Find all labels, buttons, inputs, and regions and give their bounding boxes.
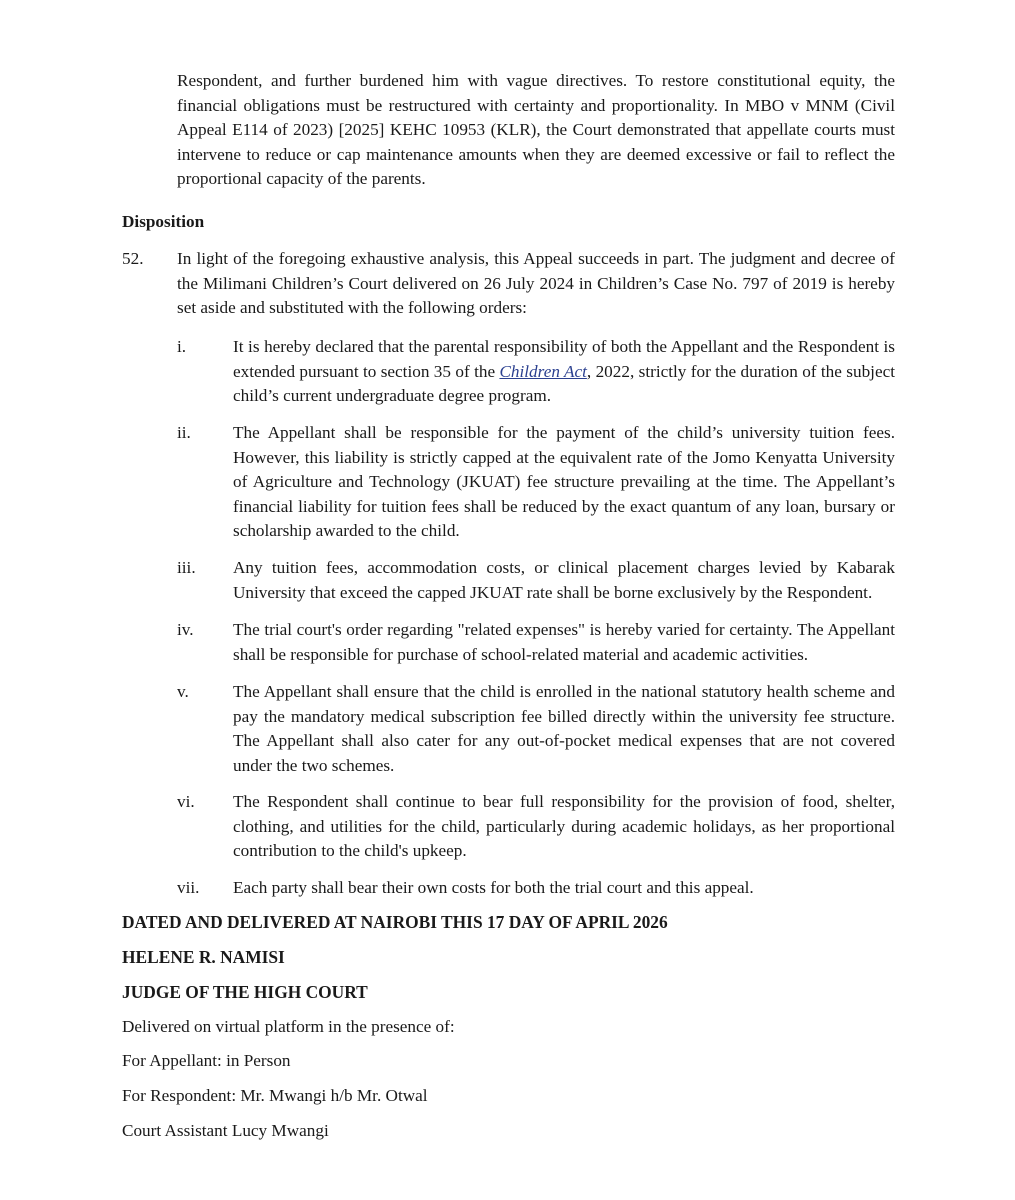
- order-numeral: iii.: [177, 558, 196, 577]
- order-numeral: vi.: [177, 792, 195, 811]
- order-text-after-link: , 2022, strictly for the duration of the subject child’s current undergraduate degree program.: [233, 361, 895, 406]
- delivery-note: Delivered on virtual platform in the presence of:: [122, 1017, 455, 1036]
- order-numeral: vii.: [177, 878, 200, 897]
- disposition-heading: Disposition: [122, 212, 205, 231]
- order-item: The Appellant shall be responsible for the payment of the child’s university tuition fees. However, this liability is strictly capped at the equivalent rate of the Jomo Kenyatta University of Agriculture and Technology (JKUAT) fee structure prevailing at the time. The Appellant’s financial liability for tuition fees shall be reduced by the exact quantum of any loan, bursary or scholarship awarded to the child.: [233, 423, 895, 541]
- order-numeral: ii.: [177, 423, 191, 442]
- appellant-appearance: For Appellant: in Person: [122, 1051, 291, 1070]
- order-item: Any tuition fees, accommodation costs, or clinical placement charges levied by Kabarak University that exceed the capped JKUAT rate shall be borne exclusively by the Respondent.: [233, 558, 895, 602]
- court-assistant: Court Assistant Lucy Mwangi: [122, 1121, 329, 1140]
- order-item: [233, 335, 895, 409]
- order-item: The trial court's order regarding "related expenses" is hereby varied for certainty. The Appellant shall be responsible for purchase of school-related material and academic activities.: [233, 620, 895, 664]
- order-item: Each party shall bear their own costs for both the trial court and this appeal.: [233, 878, 754, 897]
- paragraph-52: In light of the foregoing exhaustive analysis, this Appeal succeeds in part. The judgment and decree of the Milimani Children’s Court delivered on 26 July 2024 in Children’s Case No. 797 of 2019 is hereby set aside and substituted with the following orders:: [177, 249, 895, 318]
- order-text-before-link: It is hereby declared that the parental responsibility of both the Appellant and the Respondent is extended pursuant to section 35 of the: [233, 337, 895, 381]
- children-act-link[interactable]: Children Act: [499, 361, 587, 381]
- order-numeral: v.: [177, 682, 189, 701]
- paragraph-number: 52.: [122, 249, 144, 268]
- order-item: The Appellant shall ensure that the child is enrolled in the national statutory health scheme and pay the mandatory medical subscription fee billed directly within the university fee structure. The Appellant shall also cater for any out-of-pocket medical expenses that are not covered under the two schemes.: [233, 682, 895, 775]
- continuation-paragraph: Respondent, and further burdened him with vague directives. To restore constitutional equity, the financial obligations must be restructured with certainty and proportionality. In MBO v MNM (Civil Appeal E114 of 2023) [2025] KEHC 10953 (KLR), the Court demonstrated that appellate courts must intervene to reduce or cap maintenance amounts when they are deemed excessive or fail to reflect the proportional capacity of the parents.: [177, 71, 895, 189]
- judge-title: JUDGE OF THE HIGH COURT: [122, 982, 368, 1002]
- order-numeral: iv.: [177, 620, 194, 639]
- order-numeral: i.: [177, 337, 187, 356]
- respondent-appearance: For Respondent: Mr. Mwangi h/b Mr. Otwal: [122, 1086, 428, 1105]
- order-item: The Respondent shall continue to bear full responsibility for the provision of food, shelter, clothing, and utilities for the child, particularly during academic holidays, as her proportional contribution to the child's upkeep.: [233, 792, 895, 861]
- judge-name: HELENE R. NAMISI: [122, 947, 285, 967]
- dated-delivered-line: DATED AND DELIVERED AT NAIROBI THIS 17 DAY OF APRIL 2026: [122, 912, 668, 932]
